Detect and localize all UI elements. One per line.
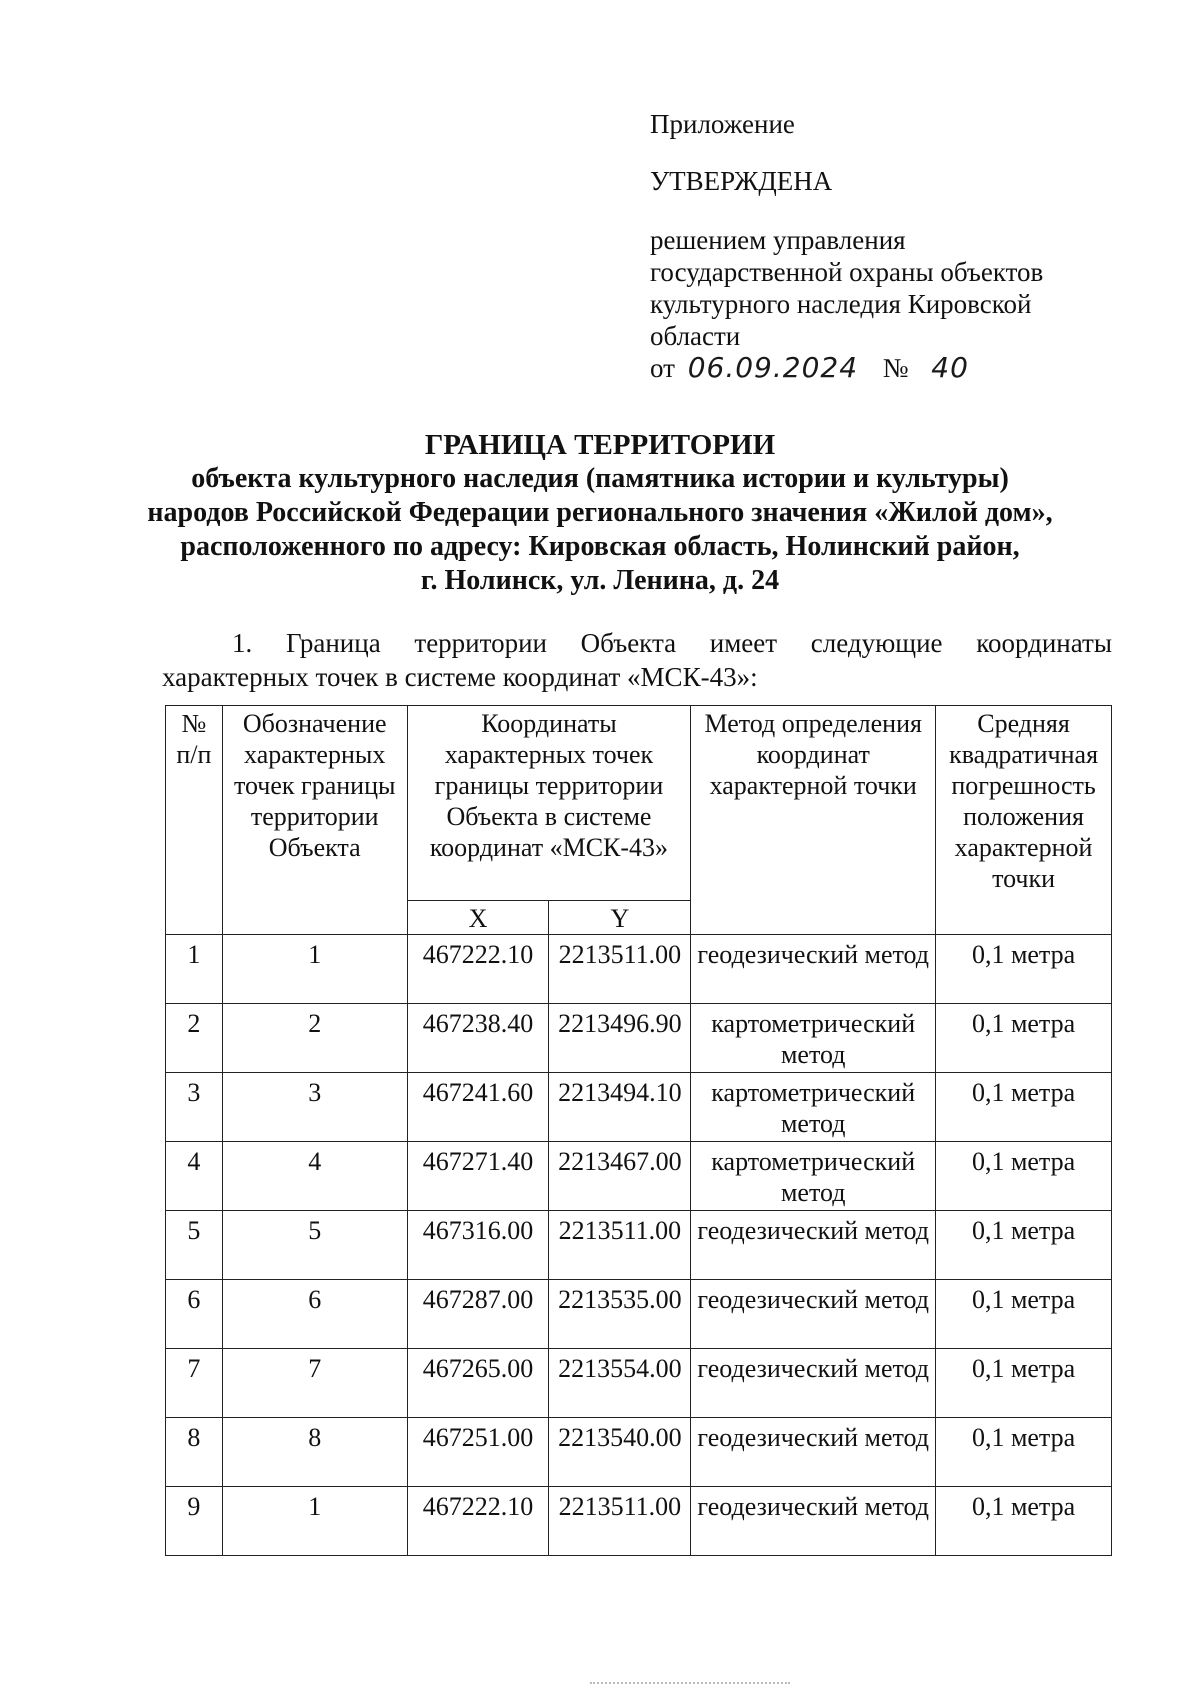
approved-label: УТВЕРЖДЕНА [650, 166, 833, 196]
intro-word: координаты [976, 628, 1112, 658]
cell-error: 0,1 метра [936, 1142, 1112, 1211]
table-row [166, 1142, 1112, 1211]
cell-method: картометрический метод [691, 1142, 936, 1211]
intro-word: Граница [285, 628, 381, 658]
table-row [166, 1211, 1112, 1280]
intro-word: 1. [232, 628, 253, 658]
cell-x: 467241.60 [407, 1073, 549, 1142]
title-line-5: г. Нолинск, ул. Ленина, д. 24 [420, 565, 780, 596]
number-sign: № [882, 353, 909, 383]
approval-by-line-2: государственной охраны объектов [650, 257, 1044, 287]
cell-y: 2213467.00 [549, 1142, 691, 1211]
table-row [166, 1004, 1112, 1073]
cell-num: 5 [166, 1211, 223, 1280]
approval-block [650, 108, 1110, 392]
table-row [166, 1418, 1112, 1487]
approval-by-line-1: решением управления [650, 225, 906, 255]
cell-error: 0,1 метра [936, 1280, 1112, 1349]
cell-y: 2213554.00 [549, 1349, 691, 1418]
cell-num: 9 [166, 1487, 223, 1556]
cell-error: 0,1 метра [936, 1211, 1112, 1280]
cell-x: 467316.00 [407, 1211, 549, 1280]
cell-y: 2213540.00 [549, 1418, 691, 1487]
title-line-4: расположенного по адресу: Кировская область, Нолинский район, [180, 531, 1020, 562]
header-error: Средняя квадратичная погрешность положения характерной точки [936, 706, 1112, 935]
table-row [166, 1280, 1112, 1349]
header-designation: Обозначение характерных точек границы территории Объекта [222, 706, 407, 935]
cell-y: 2213535.00 [549, 1280, 691, 1349]
coordinates-table [165, 705, 1112, 1556]
title-line-2: объекта культурного наследия (памятника истории и культуры) [191, 463, 1009, 494]
cell-point: 2 [222, 1004, 407, 1073]
cell-method: картометрический метод [691, 1073, 936, 1142]
cell-num: 8 [166, 1418, 223, 1487]
cell-x: 467271.40 [407, 1142, 549, 1211]
cell-num: 1 [166, 935, 223, 1004]
title-line-1: ГРАНИЦА ТЕРРИТОРИИ [424, 429, 776, 461]
approval-by-line-3: культурного наследия Кировской [650, 289, 1032, 319]
cell-point: 1 [222, 1487, 407, 1556]
handwritten-number: 40 [931, 351, 969, 384]
cell-method: геодезический метод [691, 935, 936, 1004]
cell-x: 467222.10 [407, 1487, 549, 1556]
cell-x: 467265.00 [407, 1349, 549, 1418]
cell-method: геодезический метод [691, 1487, 936, 1556]
cell-x: 467222.10 [407, 935, 549, 1004]
approval-by-line-4: области [650, 321, 741, 351]
cell-error: 0,1 метра [936, 1349, 1112, 1418]
cell-method: геодезический метод [691, 1280, 936, 1349]
table-row [166, 1349, 1112, 1418]
cell-point: 8 [222, 1418, 407, 1487]
table-row [166, 1073, 1112, 1142]
cell-error: 0,1 метра [936, 935, 1112, 1004]
cell-y: 2213511.00 [549, 1487, 691, 1556]
table-header-row [166, 706, 1112, 901]
intro-word: имеет [709, 628, 778, 658]
cell-num: 6 [166, 1280, 223, 1349]
intro-word: Объекта [580, 628, 677, 658]
cell-point: 6 [222, 1280, 407, 1349]
annex-label: Приложение [650, 109, 795, 139]
table-row [166, 1487, 1112, 1556]
cell-num: 7 [166, 1349, 223, 1418]
intro-word: следующие [810, 628, 943, 658]
cell-method: геодезический метод [691, 1349, 936, 1418]
table-row [166, 935, 1112, 1004]
intro-paragraph [162, 626, 1112, 694]
footer-scan-mark [590, 1682, 790, 1694]
cell-method: геодезический метод [691, 1418, 936, 1487]
intro-line-2: характерных точек в системе координат «МСК-43»: [162, 662, 758, 692]
header-num: № п/п [166, 706, 223, 935]
cell-error: 0,1 метра [936, 1418, 1112, 1487]
cell-error: 0,1 метра [936, 1487, 1112, 1556]
cell-x: 467238.40 [407, 1004, 549, 1073]
cell-x: 467287.00 [407, 1280, 549, 1349]
date-prefix: от [650, 353, 675, 383]
cell-y: 2213511.00 [549, 935, 691, 1004]
cell-point: 4 [222, 1142, 407, 1211]
header-coords: Координаты характерных точек границы территории Объекта в системе координат «МСК-43» [407, 706, 691, 901]
cell-error: 0,1 метра [936, 1004, 1112, 1073]
cell-x: 467251.00 [407, 1418, 549, 1487]
intro-word: территории [414, 628, 547, 658]
cell-num: 4 [166, 1142, 223, 1211]
cell-point: 5 [222, 1211, 407, 1280]
cell-point: 7 [222, 1349, 407, 1418]
document-title [140, 428, 1060, 598]
cell-num: 3 [166, 1073, 223, 1142]
cell-method: геодезический метод [691, 1211, 936, 1280]
title-line-3: народов Российской Федерации регионального значения «Жилой дом», [147, 497, 1053, 528]
header-x: X [407, 901, 549, 935]
approval-date-line [650, 352, 1110, 392]
cell-method: картометрический метод [691, 1004, 936, 1073]
header-y: Y [549, 901, 691, 935]
cell-point: 3 [222, 1073, 407, 1142]
cell-y: 2213511.00 [549, 1211, 691, 1280]
intro-line-1 [162, 626, 1112, 660]
handwritten-date: 06.09.2024 [687, 351, 859, 384]
cell-point: 1 [222, 935, 407, 1004]
cell-error: 0,1 метра [936, 1073, 1112, 1142]
cell-y: 2213494.10 [549, 1073, 691, 1142]
cell-num: 2 [166, 1004, 223, 1073]
cell-y: 2213496.90 [549, 1004, 691, 1073]
header-method: Метод определения координат характерной точки [691, 706, 936, 935]
